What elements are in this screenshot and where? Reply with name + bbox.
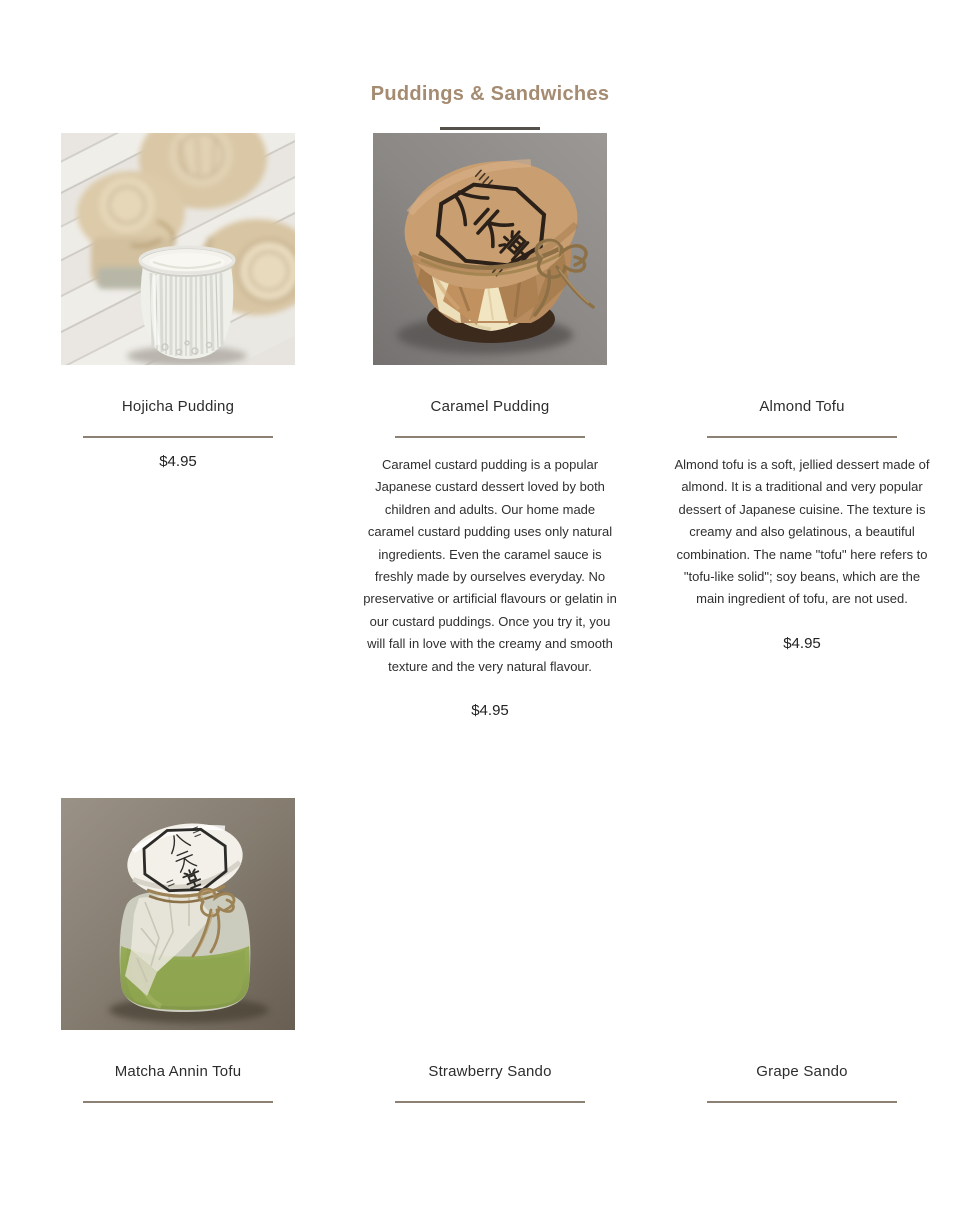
matcha-annin-tofu-illustration: [61, 798, 295, 1030]
product-price: $4.95: [471, 702, 509, 720]
product-name[interactable]: Hojicha Pudding: [121, 398, 235, 415]
product-price: $4.95: [783, 634, 821, 652]
product-card-hojicha-pudding[interactable]: [48, 133, 308, 469]
product-card-grape-sando[interactable]: [672, 798, 932, 1103]
page-title: Puddings & Sandwiches: [370, 83, 610, 105]
product-name[interactable]: Caramel Pudding: [430, 398, 550, 415]
hojicha-pudding-illustration: [61, 133, 295, 365]
product-name[interactable]: Matcha Annin Tofu: [114, 1063, 242, 1081]
product-description: Almond tofu is a soft, jellied dessert made of almond. It is a traditional and very popular dessert of Japanese cuisine. The texture is creamy and also gelatinous, a beautiful combination. The name "tofu" here refers to "tofu-like solid"; soy beans, which are the main ingredient of tofu, are not used.: [674, 457, 930, 607]
product-description: Caramel custard pudding is a popular Japanese custard dessert loved by both children and adults. Our home made caramel custard pudding uses only natural ingredients. Even the caramel sauce is freshly made by ourselves everyday. No preservative or artificial flavours or gelatin in our custard puddings. Once you try it, you will fall in love with the creamy and smooth texture and the very natural flavour.: [363, 457, 617, 674]
menu-row-2: [48, 798, 932, 1103]
product-divider: [83, 436, 273, 438]
title-underline: [440, 127, 540, 130]
product-divider: [707, 1101, 897, 1103]
product-name[interactable]: Strawberry Sando: [428, 1063, 552, 1081]
product-price: $4.95: [159, 453, 197, 470]
menu-row-1: [48, 133, 932, 718]
product-divider: [83, 1101, 273, 1103]
menu-section: [48, 84, 932, 1103]
product-name[interactable]: Almond Tofu: [759, 398, 845, 415]
caramel-pudding-photo[interactable]: [373, 133, 607, 365]
almond-tofu-photo-placeholder: [685, 133, 919, 365]
strawberry-sando-photo-placeholder: [373, 798, 607, 1030]
product-card-matcha-annin-tofu[interactable]: [48, 798, 308, 1103]
matcha-annin-tofu-photo[interactable]: [61, 798, 295, 1030]
grape-sando-photo-placeholder: [685, 798, 919, 1030]
product-card-strawberry-sando[interactable]: [360, 798, 620, 1103]
product-name[interactable]: Grape Sando: [756, 1063, 848, 1081]
product-divider: [395, 436, 585, 438]
product-card-caramel-pudding[interactable]: [360, 133, 620, 718]
product-divider: [395, 1101, 585, 1103]
caramel-pudding-illustration: [373, 133, 607, 365]
hojicha-pudding-photo[interactable]: [61, 133, 295, 365]
product-card-almond-tofu[interactable]: [672, 133, 932, 651]
product-divider: [707, 436, 897, 438]
